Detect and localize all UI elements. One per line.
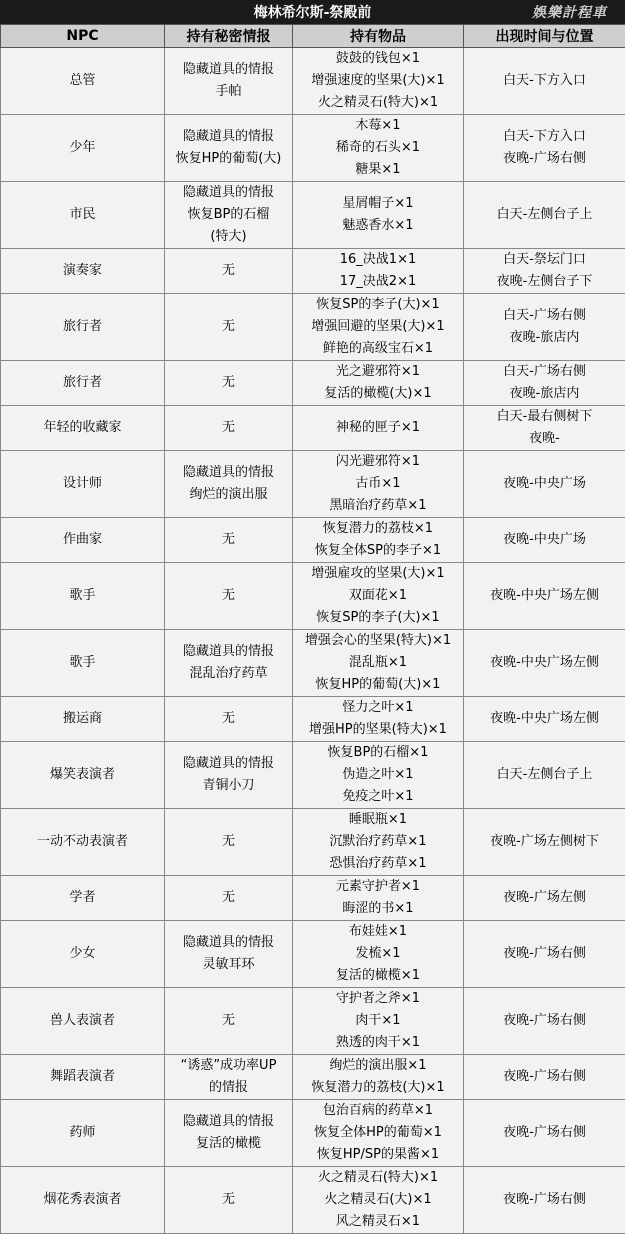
secret-cell-line: 灵敏耳环 (166, 954, 291, 976)
time-location-cell-line: 白天-下方入口 (465, 70, 624, 92)
time-location-cell-line: 白天-下方入口 (465, 126, 624, 148)
items-cell (293, 406, 464, 451)
table-row (1, 697, 625, 742)
table-row (1, 809, 625, 876)
table-row (1, 48, 625, 115)
items-cell-line: 恢复全体HP的葡萄×1 (294, 1122, 462, 1144)
items-cell-line: 神秘的匣子×1 (294, 417, 462, 439)
secret-cell (165, 697, 293, 742)
items-cell-line: 恢复SP的李子(大)×1 (294, 294, 462, 316)
items-cell-line: 肉干×1 (294, 1010, 462, 1032)
secret-cell (165, 988, 293, 1055)
time-location-cell (464, 697, 625, 742)
time-location-cell-line: 白天-最右侧树下 (465, 406, 624, 428)
npc-cell: 少年 (1, 115, 165, 182)
items-cell-line: 布娃娃×1 (294, 921, 462, 943)
items-cell (293, 182, 464, 249)
items-cell (293, 809, 464, 876)
time-location-cell (464, 1055, 625, 1100)
secret-cell (165, 1100, 293, 1167)
items-cell (293, 988, 464, 1055)
items-cell (293, 697, 464, 742)
items-cell (293, 563, 464, 630)
npc-cell: 旅行者 (1, 361, 165, 406)
items-cell (293, 1167, 464, 1234)
items-cell-line: 元素守护者×1 (294, 876, 462, 898)
secret-cell (165, 742, 293, 809)
items-cell (293, 451, 464, 518)
secret-cell-line: 无 (166, 417, 291, 439)
time-location-cell-line: 白天-广场右侧 (465, 361, 624, 383)
npc-cell: 兽人表演者 (1, 988, 165, 1055)
time-location-cell (464, 115, 625, 182)
header-items: 持有物品 (293, 25, 464, 48)
time-location-cell (464, 249, 625, 294)
items-cell-line: 风之精灵石×1 (294, 1211, 462, 1233)
secret-cell (165, 1055, 293, 1100)
table-row (1, 1055, 625, 1100)
secret-cell-line: (特大) (166, 226, 291, 248)
items-cell-line: 增强速度的坚果(大)×1 (294, 70, 462, 92)
items-cell-line: 怪力之叶×1 (294, 697, 462, 719)
items-cell-line: 复活的橄榄(大)×1 (294, 383, 462, 405)
time-location-cell-line: 夜晚-广场左侧 (465, 887, 624, 909)
time-location-cell (464, 451, 625, 518)
secret-cell (165, 518, 293, 563)
items-cell-line: 伪造之叶×1 (294, 764, 462, 786)
secret-cell (165, 249, 293, 294)
time-location-cell (464, 518, 625, 563)
items-cell-line: 守护者之斧×1 (294, 988, 462, 1010)
npc-cell: 舞蹈表演者 (1, 1055, 165, 1100)
secret-cell (165, 361, 293, 406)
time-location-cell-line: 夜晚- (465, 428, 624, 450)
table-row (1, 563, 625, 630)
secret-cell (165, 48, 293, 115)
npc-cell: 药师 (1, 1100, 165, 1167)
items-cell-line: 增强雇攻的坚果(大)×1 (294, 563, 462, 585)
table-row (1, 1167, 625, 1234)
secret-cell-line: 恢复HP的葡萄(大) (166, 148, 291, 170)
items-cell-line: 黑暗治疗药草×1 (294, 495, 462, 517)
header-row (1, 25, 625, 48)
npc-cell: 总管 (1, 48, 165, 115)
table-row (1, 115, 625, 182)
npc-cell: 演奏家 (1, 249, 165, 294)
table-body (1, 48, 625, 1234)
time-location-cell-line: 夜晚-旅店内 (465, 383, 624, 405)
time-location-cell (464, 406, 625, 451)
npc-cell: 少女 (1, 921, 165, 988)
items-cell (293, 1055, 464, 1100)
npc-cell: 搬运商 (1, 697, 165, 742)
items-cell-line: 熟透的肉干×1 (294, 1032, 462, 1054)
secret-cell (165, 876, 293, 921)
secret-cell-line: 无 (166, 831, 291, 853)
items-cell-line: 古币×1 (294, 473, 462, 495)
items-cell-line: 双面花×1 (294, 585, 462, 607)
table-row (1, 518, 625, 563)
time-location-cell (464, 294, 625, 361)
items-cell-line: 增强回避的坚果(大)×1 (294, 316, 462, 338)
items-cell-line: 恢复SP的李子(大)×1 (294, 607, 462, 629)
table-row (1, 876, 625, 921)
npc-cell: 爆笑表演者 (1, 742, 165, 809)
secret-cell-line: 手帕 (166, 81, 291, 103)
npc-cell: 设计师 (1, 451, 165, 518)
items-cell-line: 稀奇的石头×1 (294, 137, 462, 159)
secret-cell (165, 406, 293, 451)
secret-cell-line: 无 (166, 585, 291, 607)
secret-cell (165, 182, 293, 249)
secret-cell (165, 1167, 293, 1234)
time-location-cell-line: 夜晚-广场右侧 (465, 943, 624, 965)
items-cell (293, 249, 464, 294)
items-cell-line: 增强会心的坚果(特大)×1 (294, 630, 462, 652)
secret-cell-line: 无 (166, 1189, 291, 1211)
secret-cell-line: 隐藏道具的情报 (166, 932, 291, 954)
table-row (1, 742, 625, 809)
time-location-cell-line: 夜晚-旅店内 (465, 327, 624, 349)
npc-cell: 年轻的收藏家 (1, 406, 165, 451)
secret-cell-line: 绚烂的演出服 (166, 484, 291, 506)
items-cell-line: 16_决战1×1 (294, 249, 462, 271)
header-secret: 持有秘密情报 (165, 25, 293, 48)
time-location-cell-line: 白天-祭坛门口 (465, 249, 624, 271)
npc-table (0, 24, 625, 1234)
time-location-cell-line: 夜晚-中央广场左侧 (465, 708, 624, 730)
items-cell-line: 火之精灵石(大)×1 (294, 1189, 462, 1211)
table-row (1, 249, 625, 294)
time-location-cell (464, 876, 625, 921)
time-location-cell (464, 742, 625, 809)
secret-cell-line: 无 (166, 529, 291, 551)
items-cell-line: 沉默治疗药草×1 (294, 831, 462, 853)
items-cell-line: 增强HP的坚果(特大)×1 (294, 719, 462, 741)
time-location-cell-line: 白天-广场右侧 (465, 305, 624, 327)
secret-cell-line: 隐藏道具的情报 (166, 462, 291, 484)
secret-cell (165, 563, 293, 630)
items-cell (293, 921, 464, 988)
items-cell (293, 115, 464, 182)
secret-cell-line: 无 (166, 260, 291, 282)
secret-cell-line: 隐藏道具的情报 (166, 182, 291, 204)
table-row (1, 182, 625, 249)
items-cell-line: 混乱瓶×1 (294, 652, 462, 674)
time-location-cell (464, 563, 625, 630)
time-location-cell-line: 白天-左侧台子上 (465, 764, 624, 786)
time-location-cell-line: 夜晚-中央广场左侧 (465, 585, 624, 607)
items-cell (293, 876, 464, 921)
npc-cell: 学者 (1, 876, 165, 921)
secret-cell-line: 无 (166, 1010, 291, 1032)
items-cell-line: 晦涩的书×1 (294, 898, 462, 920)
items-cell-line: 恢复BP的石榴×1 (294, 742, 462, 764)
secret-cell-line: 隐藏道具的情报 (166, 753, 291, 775)
sheet-title: 梅林希尔斯-祭殿前 (0, 0, 625, 24)
time-location-cell (464, 182, 625, 249)
time-location-cell (464, 48, 625, 115)
items-cell-line: 火之精灵石(特大)×1 (294, 92, 462, 114)
items-cell (293, 518, 464, 563)
secret-cell (165, 294, 293, 361)
items-cell-line: 火之精灵石(特大)×1 (294, 1167, 462, 1189)
items-cell-line: 星屑帽子×1 (294, 193, 462, 215)
time-location-cell (464, 988, 625, 1055)
items-cell-line: 魅惑香水×1 (294, 215, 462, 237)
header-npc: NPC (1, 25, 165, 48)
npc-cell: 旅行者 (1, 294, 165, 361)
items-cell-line: 恢复全体SP的李子×1 (294, 540, 462, 562)
secret-cell (165, 809, 293, 876)
items-cell-line: 糖果×1 (294, 159, 462, 181)
npc-cell: 烟花秀表演者 (1, 1167, 165, 1234)
time-location-cell-line: 夜晚-广场左侧树下 (465, 831, 624, 853)
time-location-cell-line: 夜晚-中央广场左侧 (465, 652, 624, 674)
items-cell (293, 1100, 464, 1167)
items-cell-line: 免疫之叶×1 (294, 786, 462, 808)
time-location-cell (464, 1100, 625, 1167)
secret-cell-line: 隐藏道具的情报 (166, 641, 291, 663)
items-cell-line: 恐惧治疗药草×1 (294, 853, 462, 875)
items-cell-line: 闪光避邪符×1 (294, 451, 462, 473)
table-row (1, 921, 625, 988)
items-cell-line: 鲜艳的高级宝石×1 (294, 338, 462, 360)
npc-cell: 作曲家 (1, 518, 165, 563)
secret-cell-line: 青铜小刀 (166, 775, 291, 797)
table-row (1, 451, 625, 518)
items-cell-line: 恢复潜力的荔枝×1 (294, 518, 462, 540)
npc-cell: 一动不动表演者 (1, 809, 165, 876)
secret-cell (165, 630, 293, 697)
items-cell (293, 742, 464, 809)
time-location-cell (464, 630, 625, 697)
items-cell-line: 复活的橄榄×1 (294, 965, 462, 987)
table-row (1, 361, 625, 406)
time-location-cell-line: 夜晚-左侧台子下 (465, 271, 624, 293)
items-cell-line: 木莓×1 (294, 115, 462, 137)
items-cell-line: 发梳×1 (294, 943, 462, 965)
time-location-cell (464, 1167, 625, 1234)
table-row (1, 1100, 625, 1167)
secret-cell-line: 混乱治疗药草 (166, 663, 291, 685)
items-cell-line: 鼓鼓的钱包×1 (294, 48, 462, 70)
items-cell-line: 睡眠瓶×1 (294, 809, 462, 831)
time-location-cell-line: 夜晚-广场右侧 (465, 148, 624, 170)
secret-cell-line: 隐藏道具的情报 (166, 1111, 291, 1133)
npc-cell: 歌手 (1, 630, 165, 697)
time-location-cell-line: 夜晚-中央广场 (465, 473, 624, 495)
items-cell-line: 17_决战2×1 (294, 271, 462, 293)
time-location-cell-line: 白天-左侧台子上 (465, 204, 624, 226)
npc-cell: 市民 (1, 182, 165, 249)
time-location-cell-line: 夜晚-广场右侧 (465, 1066, 624, 1088)
table-row (1, 406, 625, 451)
items-cell-line: 绚烂的演出服×1 (294, 1055, 462, 1077)
time-location-cell (464, 921, 625, 988)
time-location-cell-line: 夜晚-广场右侧 (465, 1010, 624, 1032)
secret-cell-line: 无 (166, 372, 291, 394)
time-location-cell-line: 夜晚-广场右侧 (465, 1189, 624, 1211)
secret-cell (165, 921, 293, 988)
table-row (1, 630, 625, 697)
time-location-cell (464, 809, 625, 876)
time-location-cell (464, 361, 625, 406)
secret-cell (165, 115, 293, 182)
secret-cell-line: 复活的橄榄 (166, 1133, 291, 1155)
items-cell-line: 恢复HP的葡萄(大)×1 (294, 674, 462, 696)
items-cell-line: 恢复HP/SP的果酱×1 (294, 1144, 462, 1166)
items-cell (293, 361, 464, 406)
table-row (1, 988, 625, 1055)
time-location-cell-line: 夜晚-中央广场 (465, 529, 624, 551)
secret-cell-line: 隐藏道具的情报 (166, 59, 291, 81)
time-location-cell-line: 夜晚-广场右侧 (465, 1122, 624, 1144)
secret-cell-line: 的情报 (166, 1077, 291, 1099)
items-cell (293, 294, 464, 361)
secret-cell-line: 无 (166, 316, 291, 338)
secret-cell-line: 无 (166, 887, 291, 909)
npc-cell: 歌手 (1, 563, 165, 630)
table-row (1, 294, 625, 361)
watermark-logo: 娛樂計程車 (532, 2, 607, 22)
items-cell (293, 48, 464, 115)
secret-cell-line: 隐藏道具的情报 (166, 126, 291, 148)
items-cell-line: 光之避邪符×1 (294, 361, 462, 383)
secret-cell-line: 无 (166, 708, 291, 730)
secret-cell (165, 451, 293, 518)
secret-cell-line: “诱惑”成功率UP (166, 1055, 291, 1077)
secret-cell-line: 恢复BP的石榴 (166, 204, 291, 226)
items-cell-line: 包治百病的药草×1 (294, 1100, 462, 1122)
items-cell-line: 恢复潜力的荔枝(大)×1 (294, 1077, 462, 1099)
items-cell (293, 630, 464, 697)
header-time-location: 出现时间与位置 (464, 25, 625, 48)
